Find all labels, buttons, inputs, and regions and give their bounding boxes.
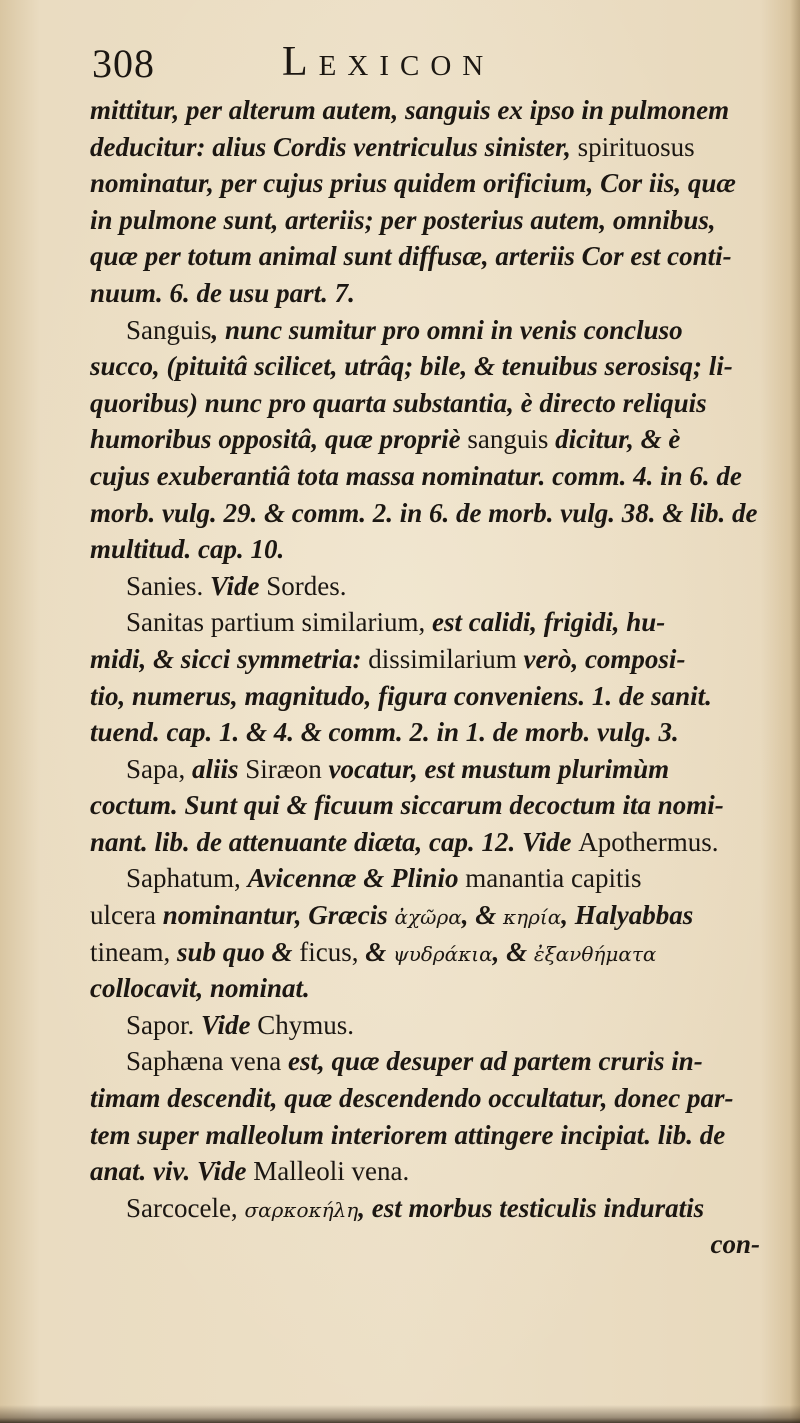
text-line: in pulmone sunt, arteriis; per posterius autem, omnibus, [90,204,716,235]
text-line: humoribus oppositâ, quæ propriè sanguis dicitur, & è [90,424,681,455]
entry-saphaena-vena: Saphæna vena est, quæ desuper ad partem cruris in- [126,1046,703,1077]
text-line: coctum. Sunt qui & ficuum siccarum decoctum ita nomi- [90,790,724,821]
entry-sapor: Sapor. Vide Chymus. [126,1009,355,1040]
text-line: collocavit, nominat. [90,973,310,1004]
text-line: nuum. 6. de usu part. 7. [90,277,355,308]
entry-sanitas: Sanitas partium similarium, est calidi, frigidi, hu- [126,607,666,638]
text-line: tem super malleolum interiorem attingere incipiat. lib. de [90,1119,726,1150]
running-head: Lexicon [282,39,495,85]
text-line: midi, & sicci symmetria: dissimilarium verò, composi- [90,643,686,674]
lexicon-text [90,92,770,1263]
text-line: tuend. cap. 1. & 4. & comm. 2. in 1. de morb. vulg. 3. [90,717,679,748]
page-number: 308 [92,41,155,86]
headword: Sanguis [126,314,212,345]
text-line: morb. vulg. 29. & comm. 2. in 6. de morb. vulg. 38. & lib. de [90,497,758,528]
page-bottom-shadow [0,1405,800,1423]
headword: Sanitas partium similarium, [126,607,432,638]
text-line: ulcera nominantur, Græcis ἀχῶρα, & κηρία, Halyabbas [90,900,694,931]
page-header [92,36,772,86]
text-line: multitud. cap. 10. [90,534,285,565]
text-line: tineam, sub quo & ficus, & ψυδράκια, & ἐξανθήματα [90,936,657,967]
text-line: anat. viv. Vide Malleoli vena. [90,1156,410,1187]
page-edge-shadow [790,0,800,1423]
text-line: quoribus) nunc pro quarta substantia, è directo reliquis [90,387,707,418]
text-line: succo, (pituitâ scilicet, utrâq; bile, & tenuibus serosisq; li- [90,351,733,382]
entry-saphatum: Saphatum, Avicennæ & Plinio manantia capitis [126,863,642,894]
text-line: deducitur: alius Cordis ventriculus sinister, spirituosus [90,131,695,162]
entry-sarcocele: Sarcocele, σαρκοκήλη, est morbus testiculis induratis [126,1192,705,1223]
text-line: nominatur, per cujus prius quidem orificium, Cor iis, quæ [90,168,736,199]
text-line: nant. lib. de attenuante diæta, cap. 12. Vide Apothermus. [90,826,719,857]
headword: Saphatum, [126,863,248,894]
headword: Sanies. [126,570,210,601]
text-line: quæ per totum animal sunt diffusæ, arteriis Cor est conti- [90,241,732,272]
entry-sapa: Sapa, aliis Siræon vocatur, est mustum plurimùm [126,753,670,784]
headword: Sapor. [126,1009,202,1040]
catchword: con- [710,1229,760,1260]
text-line: mittitur, per alterum autem, sanguis ex ipso in pulmonem [90,95,730,125]
text-line: cujus exuberantiâ tota massa nominatur. comm. 4. in 6. de [90,460,742,491]
text-line: tio, numerus, magnitudo, figura conveniens. 1. de sanit. [90,680,712,711]
headword: Saphæna vena [126,1046,288,1077]
entry-sanies: Sanies. Vide Sordes. [126,570,347,601]
text-line: timam descendit, quæ descendendo occultatur, donec par- [90,1083,734,1114]
headword: Sapa, [126,753,192,784]
entry-sanguis: Sanguis, nunc sumitur pro omni in venis concluso [126,314,683,345]
headword: Sarcocele, [126,1192,245,1223]
